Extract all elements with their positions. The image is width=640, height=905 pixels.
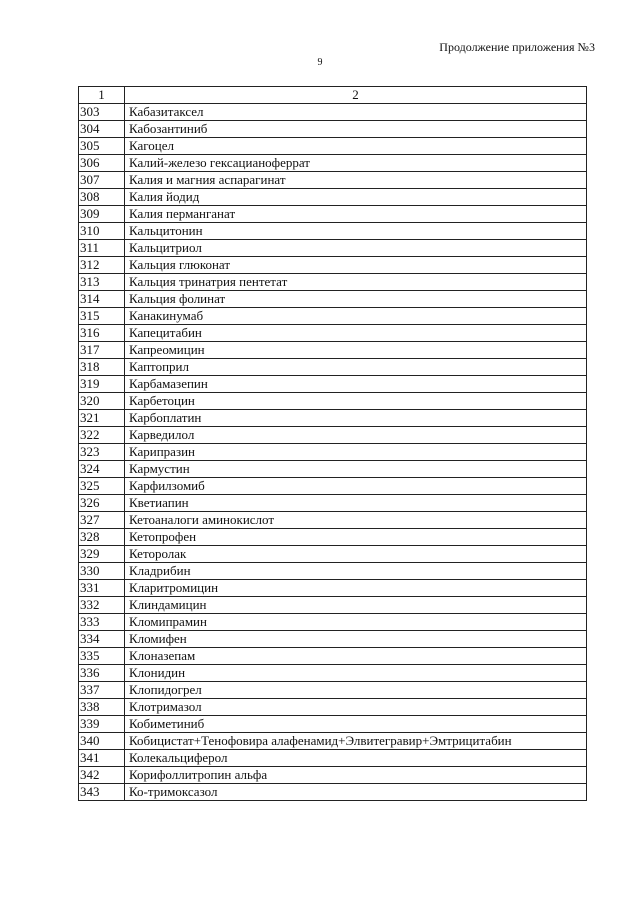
row-number-cell: 323 [79,444,125,461]
drug-name-cell: Каптоприл [125,359,587,376]
drug-name-cell: Кармустин [125,461,587,478]
row-number-cell: 336 [79,665,125,682]
table-row [79,121,587,138]
row-number-cell: 315 [79,308,125,325]
row-number-cell: 338 [79,699,125,716]
page-number: 9 [317,57,323,68]
table-row [79,750,587,767]
table-row [79,512,587,529]
table-row [79,206,587,223]
table-row [79,359,587,376]
drug-name-cell: Клотримазол [125,699,587,716]
drug-name-cell: Кетоаналоги аминокислот [125,512,587,529]
row-number-cell: 326 [79,495,125,512]
row-number-cell: 314 [79,291,125,308]
drug-name-cell: Клопидогрел [125,682,587,699]
drug-name-cell: Карипразин [125,444,587,461]
row-number-cell: 309 [79,206,125,223]
table-row [79,393,587,410]
row-number-cell: 335 [79,648,125,665]
table-row [79,342,587,359]
row-number-cell: 312 [79,257,125,274]
drug-name-cell: Калия йодид [125,189,587,206]
table-row [79,189,587,206]
drug-list-table [78,86,587,801]
table-row [79,325,587,342]
row-number-cell: 307 [79,172,125,189]
drug-name-cell: Кагоцел [125,138,587,155]
row-number-cell: 303 [79,104,125,121]
table-row [79,784,587,801]
drug-name-cell: Калия и магния аспарагинат [125,172,587,189]
table-row [79,274,587,291]
drug-name-cell: Кломифен [125,631,587,648]
row-number-cell: 311 [79,240,125,257]
table-row [79,223,587,240]
table-row [79,546,587,563]
row-number-cell: 313 [79,274,125,291]
drug-name-cell: Кветиапин [125,495,587,512]
table-row [79,461,587,478]
drug-name-cell: Калия перманганат [125,206,587,223]
row-number-cell: 343 [79,784,125,801]
table-header-row [79,87,587,104]
table-row [79,665,587,682]
drug-name-cell: Кобицистат+Тенофовира алафенамид+Элвитегравир+Эмтрицитабин [125,733,587,750]
table-row [79,716,587,733]
drug-name-cell: Калий-железо гексацианоферрат [125,155,587,172]
drug-name-cell: Капецитабин [125,325,587,342]
drug-name-cell: Кетопрофен [125,529,587,546]
drug-name-cell: Карбамазепин [125,376,587,393]
drug-name-cell: Карфилзомиб [125,478,587,495]
table-row [79,257,587,274]
table-row [79,563,587,580]
drug-name-cell: Ко-тримоксазол [125,784,587,801]
drug-name-cell: Карбоплатин [125,410,587,427]
drug-name-cell: Кабозантиниб [125,121,587,138]
table-row [79,614,587,631]
table-row [79,699,587,716]
row-number-cell: 318 [79,359,125,376]
table-row [79,172,587,189]
row-number-cell: 317 [79,342,125,359]
drug-name-cell: Клиндамицин [125,597,587,614]
row-number-cell: 319 [79,376,125,393]
table-row [79,308,587,325]
table-row [79,427,587,444]
table-row [79,410,587,427]
row-number-cell: 340 [79,733,125,750]
table-row [79,104,587,121]
row-number-cell: 334 [79,631,125,648]
table-row [79,631,587,648]
row-number-cell: 329 [79,546,125,563]
row-number-cell: 321 [79,410,125,427]
row-number-cell: 305 [79,138,125,155]
row-number-cell: 310 [79,223,125,240]
drug-name-cell: Капреомицин [125,342,587,359]
drug-name-cell: Кальция фолинат [125,291,587,308]
row-number-cell: 331 [79,580,125,597]
drug-name-cell: Карведилол [125,427,587,444]
appendix-continuation-label: Продолжение приложения №3 [439,40,595,54]
drug-name-cell: Колекальциферол [125,750,587,767]
table-row [79,648,587,665]
table-row [79,291,587,308]
row-number-cell: 337 [79,682,125,699]
drug-name-cell: Кларитромицин [125,580,587,597]
table-row [79,529,587,546]
table-row [79,478,587,495]
table-row [79,444,587,461]
table-row [79,733,587,750]
drug-name-cell: Клонидин [125,665,587,682]
row-number-cell: 327 [79,512,125,529]
drug-name-cell: Канакинумаб [125,308,587,325]
drug-name-cell: Карбетоцин [125,393,587,410]
drug-name-cell: Кальцитонин [125,223,587,240]
row-number-cell: 320 [79,393,125,410]
row-number-cell: 328 [79,529,125,546]
row-number-cell: 324 [79,461,125,478]
table-row [79,495,587,512]
drug-name-cell: Кальция тринатрия пентетат [125,274,587,291]
table-row [79,597,587,614]
table-row [79,240,587,257]
row-number-cell: 333 [79,614,125,631]
row-number-cell: 304 [79,121,125,138]
column-header-number: 1 [79,87,125,104]
drug-name-cell: Кобиметиниб [125,716,587,733]
drug-name-cell: Корифоллитропин альфа [125,767,587,784]
row-number-cell: 332 [79,597,125,614]
row-number-cell: 308 [79,189,125,206]
table-row [79,376,587,393]
drug-name-cell: Клоназепам [125,648,587,665]
row-number-cell: 325 [79,478,125,495]
drug-name-cell: Кломипрамин [125,614,587,631]
drug-name-cell: Кальция глюконат [125,257,587,274]
row-number-cell: 341 [79,750,125,767]
table-row [79,580,587,597]
row-number-cell: 316 [79,325,125,342]
drug-name-cell: Кабазитаксел [125,104,587,121]
row-number-cell: 339 [79,716,125,733]
row-number-cell: 322 [79,427,125,444]
row-number-cell: 342 [79,767,125,784]
table-body [79,104,587,801]
column-header-name: 2 [125,87,587,104]
drug-name-cell: Кеторолак [125,546,587,563]
table-row [79,138,587,155]
row-number-cell: 306 [79,155,125,172]
table-row [79,682,587,699]
table-row [79,155,587,172]
table-row [79,767,587,784]
drug-name-cell: Кальцитриол [125,240,587,257]
row-number-cell: 330 [79,563,125,580]
drug-name-cell: Кладрибин [125,563,587,580]
